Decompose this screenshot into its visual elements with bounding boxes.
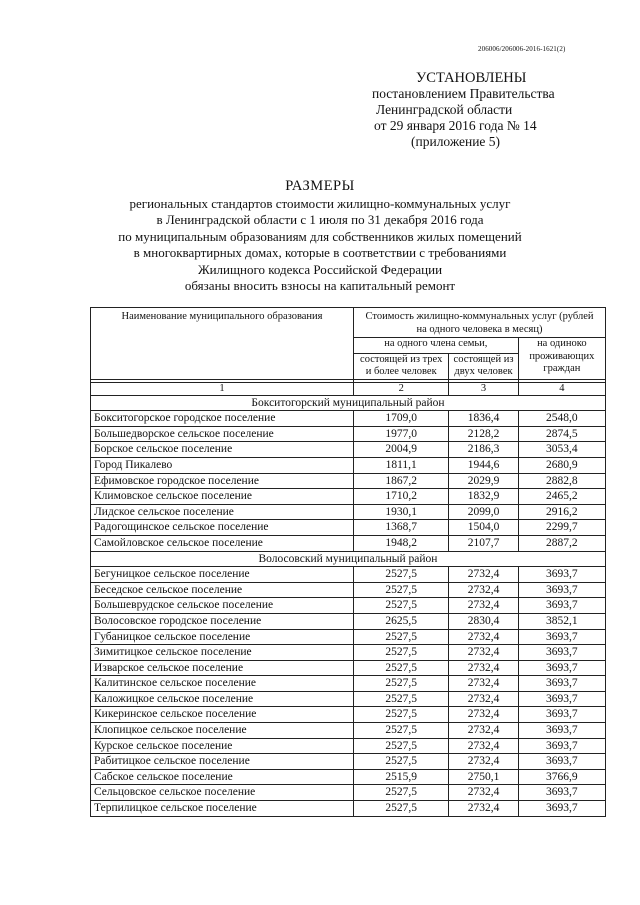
cost-single: 2465,2: [518, 489, 605, 505]
cost-three-plus: 1948,2: [354, 535, 449, 551]
cost-two: 2732,4: [449, 723, 518, 739]
cost-three-plus: 2527,5: [354, 567, 449, 583]
cost-single: 3693,7: [518, 723, 605, 739]
cost-two: 2830,4: [449, 613, 518, 629]
cost-two: 2732,4: [449, 691, 518, 707]
cost-single: 3693,7: [518, 691, 605, 707]
municipality-name: Радогощинское сельское поселение: [91, 520, 354, 536]
document-title: [0, 178, 640, 295]
cost-two: 2732,4: [449, 707, 518, 723]
cost-single: 2882,8: [518, 473, 605, 489]
table-row: [91, 660, 606, 676]
cost-three-plus: 1930,1: [354, 504, 449, 520]
cost-three-plus: 1709,0: [354, 411, 449, 427]
cost-three-plus: 2527,5: [354, 645, 449, 661]
municipality-name: Кикеринское сельское поселение: [91, 707, 354, 723]
column-number: 1: [91, 382, 354, 395]
cost-single: 3053,4: [518, 442, 605, 458]
cost-two: 2732,4: [449, 567, 518, 583]
title-line: в многоквартирных домах, которые в соответствии с требованиями: [133, 245, 507, 260]
cost-single: 3693,7: [518, 676, 605, 692]
cost-two: 2732,4: [449, 676, 518, 692]
table-row: [91, 567, 606, 583]
cost-two: 2186,3: [449, 442, 518, 458]
cost-three-plus: 2527,5: [354, 598, 449, 614]
table-row: [91, 785, 606, 801]
cost-two: 2732,4: [449, 598, 518, 614]
cost-single: 3693,7: [518, 598, 605, 614]
cost-two: 2732,4: [449, 738, 518, 754]
cost-single: 3693,7: [518, 629, 605, 645]
table-row: [91, 473, 606, 489]
column-number: 3: [449, 382, 518, 395]
cost-standards-table: [90, 307, 606, 817]
table-row: [91, 769, 606, 785]
cost-three-plus: 1368,7: [354, 520, 449, 536]
column-number: 2: [354, 382, 449, 395]
cost-single: 3693,7: [518, 738, 605, 754]
cost-single: 3693,7: [518, 707, 605, 723]
municipality-name: Каложицкое сельское поселение: [91, 691, 354, 707]
approval-block: [372, 70, 602, 150]
municipality-name: Сабское сельское поселение: [91, 769, 354, 785]
cost-two: 2732,4: [449, 629, 518, 645]
municipality-name: Рабитицкое сельское поселение: [91, 754, 354, 770]
cost-single: 3693,7: [518, 567, 605, 583]
table-row: [91, 801, 606, 817]
cost-two: 2128,2: [449, 426, 518, 442]
table-row: [91, 457, 606, 473]
municipality-name: Город Пикалево: [91, 457, 354, 473]
cost-single: 3693,7: [518, 754, 605, 770]
cost-two: 2732,4: [449, 785, 518, 801]
municipality-name: Волосовское городское поселение: [91, 613, 354, 629]
table-row: [91, 691, 606, 707]
municipality-name: Сельцовское сельское поселение: [91, 785, 354, 801]
table-row: [91, 535, 606, 551]
title-line: обязаны вносить взносы на капитальный ремонт: [184, 278, 456, 293]
cost-two: 1944,6: [449, 457, 518, 473]
cost-single: 3766,9: [518, 769, 605, 785]
table-body: [91, 379, 606, 816]
municipality-name: Губаницкое сельское поселение: [91, 629, 354, 645]
cost-two: 1504,0: [449, 520, 518, 536]
header-two: состоящей из двух человек: [449, 353, 518, 379]
cost-three-plus: 2004,9: [354, 442, 449, 458]
header-municipality: Наименование муниципального образования: [91, 308, 354, 380]
table-row: [91, 411, 606, 427]
table-row: [91, 520, 606, 536]
municipality-name: Калитинское сельское поселение: [91, 676, 354, 692]
cost-three-plus: 1710,2: [354, 489, 449, 505]
table-row: [91, 613, 606, 629]
table-row: [91, 645, 606, 661]
cost-three-plus: 1867,2: [354, 473, 449, 489]
cost-two: 2099,0: [449, 504, 518, 520]
document-number: 206006/206006-2016-1621(2): [478, 45, 566, 53]
cost-three-plus: 1977,0: [354, 426, 449, 442]
region-name: Бокситогорский муниципальный район: [91, 395, 606, 411]
municipality-name: Изварское сельское поселение: [91, 660, 354, 676]
table-row: [91, 442, 606, 458]
cost-three-plus: 2527,5: [354, 754, 449, 770]
table-row: [91, 504, 606, 520]
municipality-name: Курское сельское поселение: [91, 738, 354, 754]
cost-three-plus: 2527,5: [354, 707, 449, 723]
cost-three-plus: 2527,5: [354, 660, 449, 676]
title-line: региональных стандартов стоимости жилищно-коммунальных услуг: [129, 195, 511, 211]
header-three-plus: состоящей из трех и более человек: [354, 353, 449, 379]
cost-three-plus: 2527,5: [354, 801, 449, 817]
cost-single: 2916,2: [518, 504, 605, 520]
cost-three-plus: 2625,5: [354, 613, 449, 629]
title-line: Жилищного кодекса Российской Федерации: [197, 261, 443, 277]
cost-three-plus: 2527,5: [354, 738, 449, 754]
header-single: на одиноко проживающих граждан: [518, 338, 605, 380]
region-row: [91, 395, 606, 411]
cost-two: 2029,9: [449, 473, 518, 489]
municipality-name: Большеврудское сельское поселение: [91, 598, 354, 614]
cost-single: 2548,0: [518, 411, 605, 427]
cost-two: 2732,4: [449, 582, 518, 598]
municipality-name: Самойловское сельское поселение: [91, 535, 354, 551]
table-row: [91, 676, 606, 692]
municipality-name: Климовское сельское поселение: [91, 489, 354, 505]
municipality-name: Зимитицкое сельское поселение: [91, 645, 354, 661]
approval-line: постановлением Правительства: [372, 86, 555, 101]
cost-three-plus: 2527,5: [354, 676, 449, 692]
table-row: [91, 426, 606, 442]
header-cost: Стоимость жилищно-коммунальных услуг (рублей на одного человека в месяц): [354, 308, 606, 338]
table-row: [91, 738, 606, 754]
title-heading: РАЗМЕРЫ: [285, 178, 355, 194]
column-number: 4: [518, 382, 605, 395]
approval-heading: УСТАНОВЛЕНЫ: [416, 70, 527, 86]
title-line: в Ленинградской области с 1 июля по 31 декабря 2016 года: [156, 212, 484, 227]
municipality-name: Беседское сельское поселение: [91, 582, 354, 598]
table-row: [91, 723, 606, 739]
cost-two: 2732,4: [449, 754, 518, 770]
cost-two: 2732,4: [449, 645, 518, 661]
table-row: [91, 582, 606, 598]
municipality-name: Клопицкое сельское поселение: [91, 723, 354, 739]
cost-single: 3852,1: [518, 613, 605, 629]
municipality-name: Борское сельское поселение: [91, 442, 354, 458]
approval-appendix: (приложение 5): [411, 134, 501, 149]
cost-single: 2299,7: [518, 520, 605, 536]
cost-three-plus: 2527,5: [354, 691, 449, 707]
cost-single: 3693,7: [518, 660, 605, 676]
cost-two: 1832,9: [449, 489, 518, 505]
cost-three-plus: 2527,5: [354, 723, 449, 739]
header-per-member: на одного члена семьи,: [354, 338, 519, 354]
municipality-name: Терпилицкое сельское поселение: [91, 801, 354, 817]
cost-three-plus: 2515,9: [354, 769, 449, 785]
municipality-name: Лидское сельское поселение: [91, 504, 354, 520]
cost-single: 3693,7: [518, 645, 605, 661]
municipality-name: Бегуницкое сельское поселение: [91, 567, 354, 583]
approval-date: от 29 января 2016 года № 14: [374, 118, 537, 133]
municipality-name: Большедворское сельское поселение: [91, 426, 354, 442]
table-row: [91, 629, 606, 645]
cost-single: 2887,2: [518, 535, 605, 551]
cost-three-plus: 2527,5: [354, 785, 449, 801]
approval-line: Ленинградской области: [376, 102, 513, 117]
cost-two: 1836,4: [449, 411, 518, 427]
cost-single: 2874,5: [518, 426, 605, 442]
table-row: [91, 754, 606, 770]
cost-two: 2750,1: [449, 769, 518, 785]
cost-three-plus: 2527,5: [354, 582, 449, 598]
region-row: [91, 551, 606, 567]
cost-single: 2680,9: [518, 457, 605, 473]
cost-two: 2732,4: [449, 801, 518, 817]
cost-single: 3693,7: [518, 785, 605, 801]
region-name: Волосовский муниципальный район: [91, 551, 606, 567]
cost-two: 2732,4: [449, 660, 518, 676]
cost-single: 3693,7: [518, 582, 605, 598]
table-row: [91, 489, 606, 505]
cost-single: 3693,7: [518, 801, 605, 817]
table-row: [91, 707, 606, 723]
cost-two: 2107,7: [449, 535, 518, 551]
municipality-name: Бокситогорское городское поселение: [91, 411, 354, 427]
cost-three-plus: 2527,5: [354, 629, 449, 645]
table-row: [91, 598, 606, 614]
municipality-name: Ефимовское городское поселение: [91, 473, 354, 489]
title-line: по муниципальным образованиям для собственников жилых помещений: [118, 228, 522, 244]
column-numbers-row: [91, 382, 606, 395]
cost-three-plus: 1811,1: [354, 457, 449, 473]
